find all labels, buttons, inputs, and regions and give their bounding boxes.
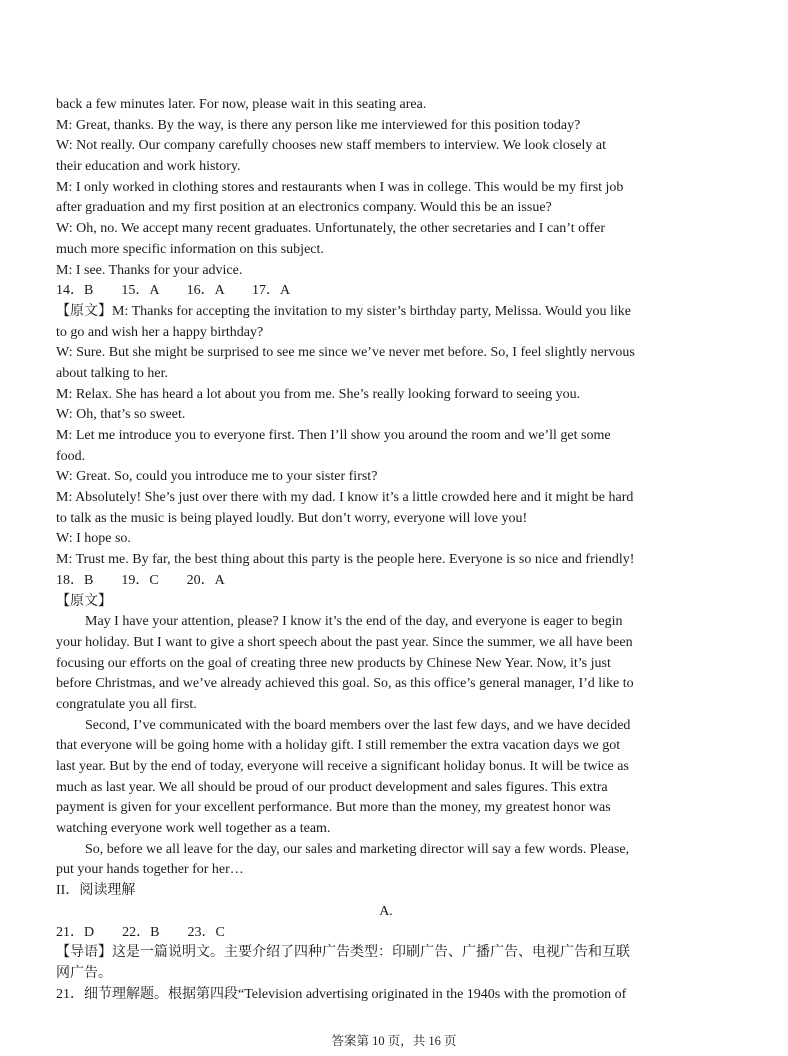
text-line: after graduation and my first position at an electronics company. Would this be an issue? (56, 200, 552, 216)
text-line: 网广告。 (56, 965, 112, 981)
text-line: M: Absolutely! She’s just over there with my dad. I know it’s a little crowded here and it might be hard (56, 490, 634, 506)
text-line: M: Trust me. By far, the best thing about this party is the people here. Everyone is so nice and friendly! (56, 552, 635, 568)
text-line: watching everyone work well together as a team. (56, 821, 331, 837)
text-line: A. (379, 903, 393, 919)
text-line: M: Let me introduce you to everyone first. Then I’ll show you around the room and we’ll get some (56, 428, 611, 443)
text-line: last year. But by the end of today, everyone will receive a significant holiday bonus. It will be twice as (56, 759, 629, 774)
text-line: 【原文】 (56, 593, 112, 609)
text-line: W: Sure. But she might be surprised to see me since we’ve never met before. So, I feel slightly nervous (56, 345, 635, 361)
text-line: 14．B 15．A 16．A 17．A (56, 283, 291, 299)
text-line: that everyone will be going home with a holiday gift. I still remember the extra vacation days we got (56, 738, 621, 754)
text-line: W: I hope so. (56, 531, 131, 547)
text-line: 18．B 19．C 20．A (56, 572, 225, 588)
text-line: congratulate you all first. (56, 696, 197, 712)
text-line: W: Great. So, could you introduce me to your sister first? (56, 469, 378, 485)
text-line: May I have your attention, please? I know it’s the end of the day, and everyone is eager to begin (85, 614, 623, 630)
text-line: put your hands together for her… (56, 862, 244, 878)
text-line: food. (56, 448, 86, 464)
text-line: W: Not really. Our company carefully chooses new staff members to interview. We look closely at (56, 138, 607, 154)
document-body (56, 95, 716, 1005)
text-line: payment is given for your excellent performance. But more than the money, my greatest honor was (56, 800, 611, 816)
text-line: M: I only worked in clothing stores and restaurants when I was in college. This would be my first job (56, 179, 624, 195)
page-footer: 答案第 10 页，共 16 页 (331, 1034, 457, 1048)
text-line: your holiday. But I want to give a short speech about the past year. Since the summer, we all have been (56, 634, 633, 650)
text-line: M: I see. Thanks for your advice. (56, 262, 243, 278)
text-line: W: Oh, that’s so sweet. (56, 407, 186, 423)
text-line: So, before we all leave for the day, our sales and marketing director will say a few words. Please, (85, 841, 630, 857)
text-line: 【导语】这是一篇说明文。主要介绍了四种广告类型：印刷广告、广播广告、电视广告和互联 (56, 945, 630, 961)
text-line: about talking to her. (56, 365, 168, 381)
text-line: much as last year. We all should be proud of our product development and sales figures. This extra (56, 779, 608, 795)
text-line: much more specific information on this subject. (56, 241, 324, 257)
text-line: M: Great, thanks. By the way, is there any person like me interviewed for this position today? (56, 117, 581, 133)
text-line: their education and work history. (56, 159, 241, 175)
text-line: focusing our efforts on the goal of creating three new products by Chinese New Year. Now, it’s just (56, 655, 611, 671)
text-line: 21．细节理解题。根据第四段“Television advertising originated in the 1940s with the promotion of (56, 986, 627, 1002)
text-line: 21．D 22．B 23．C (56, 924, 225, 940)
text-line: 【原文】M: Thanks for accepting the invitation to my sister’s birthday party, Melissa. Would you like (56, 303, 631, 319)
text-line: before Christmas, and we’ve already achieved this goal. So, as this office’s general manager, I’d like to (56, 676, 634, 692)
text-line: back a few minutes later. For now, please wait in this seating area. (56, 97, 427, 112)
text-line: W: Oh, no. We accept many recent graduates. Unfortunately, the other secretaries and I can’t offer (56, 221, 606, 237)
text-line: M: Relax. She has heard a lot about you from me. She’s really looking forward to seeing you. (56, 386, 581, 402)
text-line: to go and wish her a happy birthday? (56, 324, 264, 340)
text-line: to talk as the music is being played loudly. But don’t worry, everyone will love you! (56, 510, 528, 526)
text-line: Second, I’ve communicated with the board members over the last few days, and we have decided (85, 717, 631, 733)
text-line: II．阅读理解 (56, 883, 136, 899)
